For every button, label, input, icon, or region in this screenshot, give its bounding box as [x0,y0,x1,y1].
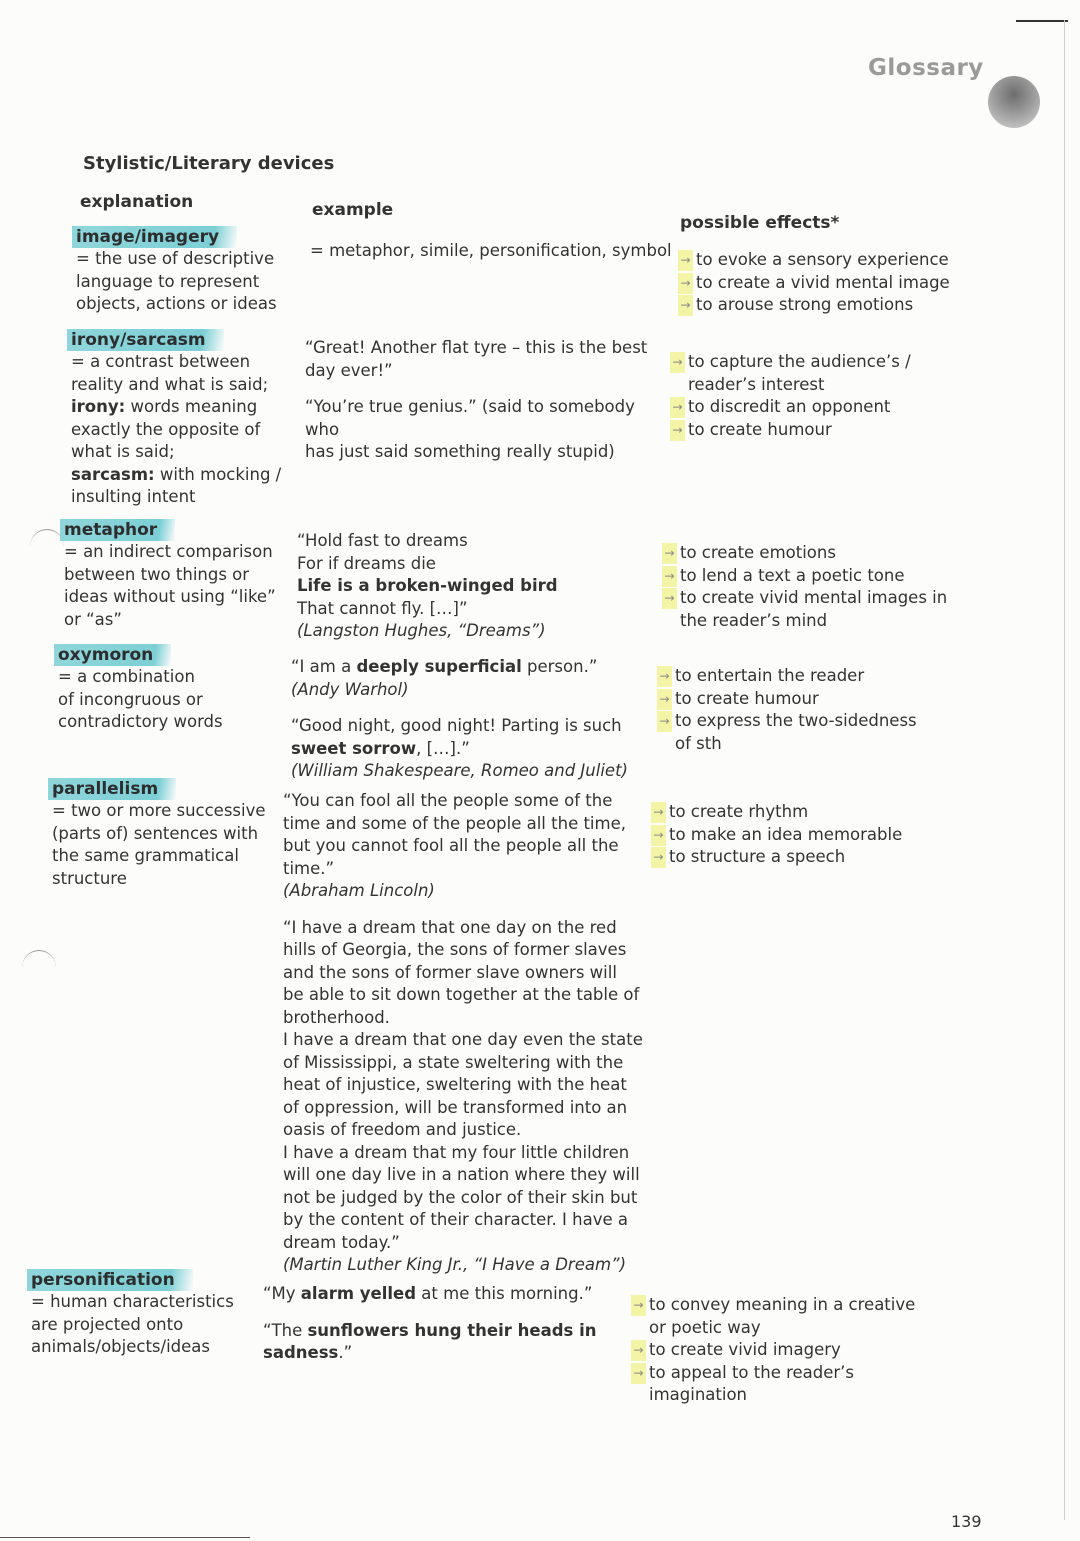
arrow-icon: → [670,352,685,373]
example-highlight: sunflowers hung their heads in [307,1320,597,1340]
example-line: will one day live in a nation where they will [283,1165,640,1184]
example-irony [305,337,665,464]
definition-parallelism [52,800,282,890]
example-source [291,760,651,783]
entry-personification [31,1269,261,1359]
definition-line: or “as” [64,609,122,629]
arrow-icon: → [662,588,677,609]
arrow-icon: → [651,847,666,868]
example-line: “Great! Another flat tyre – this is the best [305,338,648,357]
effect-text: to create rhythm [669,802,809,821]
effects-oxymoron [659,665,917,755]
arrow-icon: → [678,295,693,316]
effect-text: to make an idea memorable [669,824,903,844]
example-line: not be judged by the color of their skin but [283,1187,638,1207]
effects-personification [633,1294,915,1407]
definition-line: animals/objects/ideas [31,1337,210,1356]
scan-mark [30,529,64,564]
effect-text: to create a vivid mental image [696,272,950,292]
effect-item [664,587,947,610]
effect-text: to entertain the reader [675,666,865,685]
effect-text: to create vivid mental images in [680,588,948,607]
arrow-icon: → [662,566,677,587]
example-line: heat of injustice, sweltering with the heat [283,1075,627,1094]
source-text: (William Shakespeare, Romeo and Juliet) [291,761,628,780]
arrow-icon: → [651,802,666,823]
example-imagery: = metaphor, simile, personification, symbol [310,241,672,260]
spacer [263,1306,623,1320]
definition-line: ideas without using “like” [64,587,276,606]
definition-irony [71,351,301,509]
arrow-icon: → [662,543,677,564]
definition-line: = the use of descriptive [76,249,275,268]
definition-line: = a contrast between [71,352,251,371]
definition-metaphor [64,541,294,631]
spacer [291,701,651,715]
example-line: by the content of their character. I have a [283,1210,629,1229]
sarcasm-label: sarcasm: [71,464,155,484]
definition-line: = a combination [58,667,195,686]
definition-personification [31,1291,261,1359]
effect-item [659,688,917,711]
effects-parallelism [653,801,902,869]
arrow-icon: → [678,273,693,294]
example-line: brotherhood. [283,1007,390,1027]
example-line [291,656,651,679]
example-highlight: deeply superficial [356,657,522,676]
effect-item [633,1294,915,1317]
effect-continuation: imagination [649,1385,748,1404]
effect-continuation: reader’s interest [688,374,825,394]
effect-text: to capture the audience’s / [688,352,911,371]
example-line: hills of Georgia, the sons of former slaves [283,940,627,959]
example-line: day ever!” [305,360,393,380]
term-metaphor: metaphor [60,519,175,541]
example-line: and the sons of former slave owners will [283,962,617,982]
example-highlight: sweet sorrow [291,738,417,758]
definition-line: language to represent [76,271,260,291]
example-line [263,1342,623,1365]
example-metaphor [297,530,657,643]
entry-metaphor [64,519,294,631]
effect-item [653,824,902,847]
example-text: “I am a [291,657,357,676]
entry-imagery [76,226,306,316]
definition-line: are projected onto [31,1314,184,1334]
page-number: 139 [951,1512,982,1531]
example-highlight: alarm yelled [300,1284,417,1303]
example-line: be able to sit down together at the table of [283,985,640,1004]
effect-text: to create vivid imagery [649,1340,841,1359]
example-highlight: Life is a broken-winged bird [297,576,558,595]
arrow-icon: → [631,1363,646,1384]
spacer [283,903,653,917]
definition-line [71,396,301,419]
example-source [283,1254,653,1277]
entry-parallelism [52,778,282,890]
entry-oxymoron [58,644,288,734]
effect-item [680,272,950,295]
example-line [263,1283,623,1306]
definition-line: contradictory words [58,712,223,731]
example-text: “My [263,1284,301,1303]
definition-line: objects, actions or ideas [76,294,277,313]
page-edge-line [1064,20,1065,1520]
irony-text: words meaning [125,397,258,416]
example-line [297,575,657,598]
effect-item [672,419,911,442]
definition-line: exactly the opposite of [71,419,261,439]
example-source [283,880,653,903]
effect-text: to structure a speech [669,847,846,866]
effect-text: to lend a text a poetic tone [680,565,905,585]
definition-oxymoron [58,666,288,734]
irony-label: irony: [71,397,126,416]
example-line [263,1320,623,1343]
arrow-icon: → [631,1295,646,1316]
effect-item [659,710,917,733]
example-text: person.” [521,657,598,676]
example-line: but you cannot fool all the people all the [283,836,619,855]
term-oxymoron: oxymoron [54,644,171,666]
example-highlight: sadness [263,1343,339,1362]
scan-mark [22,950,56,985]
column-header-example: example [312,200,394,220]
bottom-rule [0,1537,250,1538]
effect-item [672,396,911,419]
spacer [305,382,665,396]
effect-text: to evoke a sensory experience [696,250,949,269]
example-line: “Hold fast to dreams [297,531,468,550]
example-oxymoron [291,656,651,783]
definition-line: structure [52,868,127,888]
definition-line: = an indirect comparison [64,542,273,561]
effect-item [672,351,911,374]
example-line: of oppression, will be transformed into an [283,1097,628,1117]
entry-irony [71,329,301,509]
example-source [297,620,657,643]
section-title: Stylistic/Literary devices [83,153,335,174]
effect-continuation: of sth [675,733,722,753]
example-text: , […].” [416,738,470,758]
definition-line: insulting intent [71,487,196,506]
effect-text: to create humour [675,688,819,708]
effect-text: to discredit an opponent [688,397,891,416]
definition-line: (parts of) sentences with [52,823,259,843]
effect-text: to arouse strong emotions [696,295,914,314]
example-line: I have a dream that my four little children [283,1142,630,1162]
example-line: of Mississippi, a state sweltering with the [283,1052,624,1072]
source-text: (Martin Luther King Jr., “I Have a Dream”) [283,1255,627,1274]
effect-continuation: the reader’s mind [680,610,828,630]
example-line: For if dreams die [297,553,436,573]
effect-item [653,801,902,824]
effect-item [664,542,947,565]
definition-line: the same grammatical [52,846,239,865]
effect-item [653,846,902,869]
definition-line: = human characteristics [31,1292,234,1311]
example-line: That cannot fly. […]” [297,598,468,618]
definition-line: of incongruous or [58,689,203,709]
example-line: oasis of freedom and justice. [283,1120,522,1139]
example-line: time and some of the people all the time, [283,813,626,833]
arrow-icon: → [670,420,685,441]
definition-line: = two or more successive [52,801,266,820]
source-text: (Abraham Lincoln) [283,881,435,900]
definition-line: between two things or [64,564,250,584]
source-text: (Andy Warhol) [291,679,409,699]
effect-text: to create emotions [680,543,836,562]
chapter-tab-disc [988,76,1040,128]
example-text: at me this morning.” [416,1284,593,1303]
example-line: “You’re true genius.” (said to somebody who [305,397,635,439]
term-imagery: image/imagery [72,226,237,248]
example-parallelism [283,790,653,1277]
glossary-title: Glossary [868,55,984,81]
term-parallelism: parallelism [48,778,176,800]
term-personification: personification [27,1269,193,1291]
example-line: I have a dream that one day even the state [283,1030,643,1049]
definition-line [71,464,301,487]
arrow-icon: → [651,825,666,846]
effect-item [633,1362,915,1385]
example-line: dream today.” [283,1232,400,1252]
arrow-icon: → [657,666,672,687]
example-line: “Good night, good night! Parting is such [291,716,622,735]
arrow-icon: → [657,689,672,710]
effect-item [659,665,917,688]
effects-metaphor [664,542,947,632]
definition-imagery [76,248,306,316]
example-text: “The [263,1320,308,1340]
arrow-icon: → [670,397,685,418]
sarcasm-text: with mocking / [154,464,282,484]
effect-item [633,1339,915,1362]
effect-item [680,249,950,272]
effect-item [664,565,947,588]
example-line: “You can fool all the people some of the [283,791,613,810]
example-line: time.” [283,858,335,878]
source-text: (Langston Hughes, “Dreams”) [297,621,546,640]
definition-line: reality and what is said; [71,374,269,394]
effects-imagery [680,249,950,317]
effect-text: to express the two-sidedness [675,711,917,730]
definition-line: what is said; [71,442,175,461]
example-line [291,738,651,761]
arrow-icon: → [657,711,672,732]
example-line: has just said something really stupid) [305,442,615,461]
arrow-icon: → [678,250,693,271]
effect-item [680,294,950,317]
column-header-effects: possible effects* [680,213,840,233]
effect-continuation: or poetic way [649,1317,761,1337]
effects-irony [672,351,911,441]
effect-text: to create humour [688,419,832,439]
example-personification [263,1283,623,1365]
example-source [291,679,651,702]
term-irony-sarcasm: irony/sarcasm [67,329,224,351]
example-text: .” [338,1343,353,1362]
top-rule [1016,20,1068,22]
example-line: “I have a dream that one day on the red [283,917,617,937]
column-header-explanation: explanation [80,192,194,212]
effect-text: to appeal to the reader’s [649,1362,855,1382]
effect-text: to convey meaning in a creative [649,1295,916,1314]
arrow-icon: → [631,1340,646,1361]
